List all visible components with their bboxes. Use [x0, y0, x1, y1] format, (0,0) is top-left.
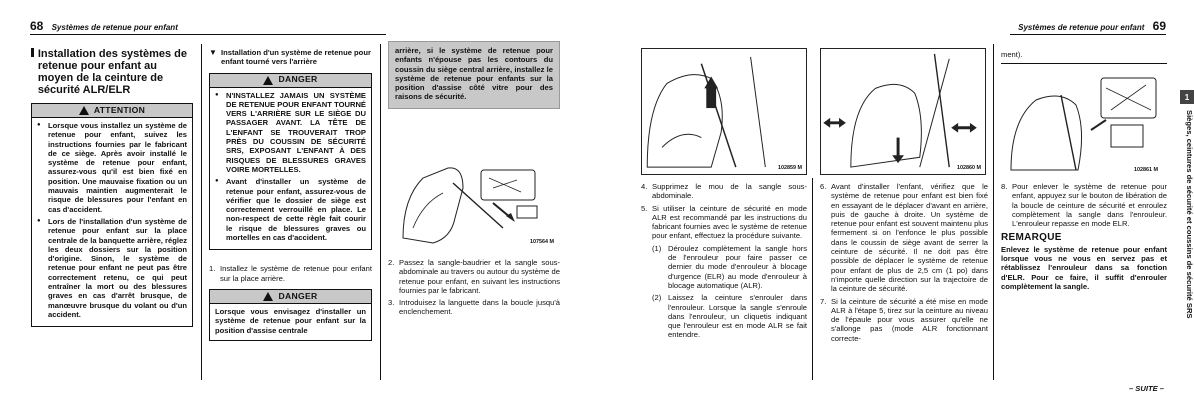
attention-list: [32, 118, 192, 326]
step-number: 7.: [820, 296, 827, 306]
step-number: 5.: [641, 203, 648, 213]
buckle-release-illustration: [1006, 70, 1162, 176]
section-square-icon: [31, 48, 34, 57]
substep-number: (2): [652, 293, 662, 303]
attention-header: [32, 104, 192, 118]
substep-item: [641, 244, 807, 290]
left-header-title: Systèmes de retenue pour enfant: [51, 23, 178, 32]
attention-item: ● Lorsque vous installez un système de retenue pour enfant, suivez les instructions fournies par le fabricant de ce siège. Après avoir installé le système de retenue pour enfant, assurez-vous qu'il est bien fixé en position. Une mauvaise fixation ou un mauvais maintien augmenterait le risque de blessures pour l'enfant en cas d'accident.: [37, 121, 187, 214]
step-item: [820, 182, 988, 294]
attention-item: ● Lors de l'installation d'un système de retenue pour enfant sur la place centrale de la banquette arrière, réglez les deux dossiers sur la position d'origine. Sinon, le système de retenue pour enfant ne peut pas être correctement retenu, ce qui peut entraîner la mort ou des blessures graves en cas d'arrêt brusque, de manœuvre brusque du volant ou d'un accident.: [37, 217, 187, 319]
step-1-text: Installez le système de retenue pour enfant sur la place arrière.: [220, 264, 372, 283]
step-item: [1001, 182, 1167, 228]
column-divider: [812, 178, 813, 380]
substep-item: [641, 293, 807, 339]
figure-buckle-release: [1006, 70, 1162, 176]
step-text: Si utiliser la ceinture de sécurité en mode ALR est recommandé par les instructions du fabricant fournies avec le système de retenue pour enfant, effectuez la procédure suivante.: [652, 203, 807, 241]
column-divider: [201, 44, 202, 380]
column-divider: [380, 44, 381, 380]
section-title: Installation des systèmes de retenue pour enfant au moyen de la ceinture de sécurité ALR/ELR: [37, 48, 187, 96]
subsection-title: Installation d'un système de retenue pour enfant tourné vers l'arrière: [221, 48, 371, 67]
subsection-heading: [209, 48, 372, 67]
danger-list: [210, 88, 371, 250]
figure-belt-pull: [641, 48, 807, 175]
step-3-text: Introduisez la languette dans la boucle jusqu'à enclenchement.: [399, 298, 560, 317]
right-page-number: 69: [1152, 19, 1166, 33]
step-text: Pour enlever le système de retenue pour enfant, appuyez sur le bouton de libération de la boucle de ceinture de sécurité et enroulez complètement la sangle dans l'enrouleur. L'enrouleur repasse en mode ELR.: [1012, 182, 1167, 229]
step-text: Supprimez le mou de la sangle sous-abdominale.: [652, 182, 807, 201]
step-item: 3. Introduisez la languette dans la boucle jusqu'à enclenchement.: [388, 298, 560, 317]
figure-seat-push: [820, 48, 986, 175]
right-page: [600, 0, 1194, 400]
warning-triangle-icon: [263, 76, 273, 85]
figure-code: 107564 M: [530, 239, 554, 245]
warning-triangle-icon: [79, 106, 89, 115]
step-item: [641, 204, 807, 241]
danger-box: [209, 73, 372, 251]
section-heading: [31, 48, 193, 96]
figure-code: 102860 M: [957, 165, 981, 171]
belt-pull-illustration: [642, 49, 806, 174]
right-page-header: [1010, 19, 1166, 35]
right-column-1: [641, 182, 807, 343]
danger-2-header: [210, 290, 371, 304]
chapter-tab: 1: [1180, 90, 1194, 104]
danger-continuation-box: [388, 41, 560, 109]
right-header-title: Systèmes de retenue pour enfant: [1018, 23, 1145, 32]
step-item: 1. Installez le système de retenue pour enfant sur la place arrière.: [209, 264, 372, 283]
step-list-1: [209, 264, 372, 283]
right-column-2: [820, 182, 988, 346]
steps-6-7: [820, 182, 988, 343]
remark-text: Enlevez le système de retenue pour enfant lorsque vous ne vous en servez pas et rétablissez l'enrouleur dans sa fonction d'ELR. Pour ce faire, il suffit d'enrouler complètement la sangle.: [1001, 244, 1167, 291]
danger-label: DANGER: [278, 74, 318, 85]
right-column-3-top: [1001, 50, 1167, 59]
column-divider: [993, 44, 994, 380]
danger-2-label: DANGER: [278, 290, 318, 301]
step-item: [820, 297, 988, 343]
step-number: 6.: [820, 182, 827, 191]
danger-2-text: Lorsque vous envisagez d'installer un système de retenue pour enfant sur la position d'assise centrale: [215, 306, 366, 335]
step-number: 8.: [1001, 182, 1008, 191]
left-column-3: [388, 41, 560, 109]
step-8-list: [1001, 182, 1167, 228]
substep-text: Déroulez complètement la sangle hors de l'enrouleur pour faire passer ce dernier du mode d'enrouleur à blocage d'urgence (ELR) au mode d'enrouleur à blocage automatique (ALR).: [668, 243, 807, 290]
seat-buckle-illustration: [393, 158, 558, 248]
down-triangle-icon: ▼: [209, 48, 217, 57]
step-2-text: Passez la sangle-baudrier et la sangle sous-abdominale au travers ou autour du système de retenue pour enfant, en suivant les instructions fournies par le fabricant.: [399, 258, 560, 295]
danger-box-2: [209, 289, 372, 341]
danger-continuation-text: arrière, si le système de retenue pour enfants n'épouse pas les contours du coussin du siège central arrière, installez le système de retenue pour enfants sur la position d'assise côté vitre pour des raisons de sécurité.: [395, 46, 553, 102]
left-column-2: [209, 48, 372, 341]
step-text: Avant d'installer l'enfant, vérifiez que le système de retenue pour enfant est bien fixé en essayant de le déplacer d'avant en arrière, puis de gauche à droite. Un système de retenue pour enfant est souvent maintenu plus fermement si on l'enfonce le plus possible dans le coussin de siège avant de serrer la ceinture de sécurité. Il ne doit pas être possible de déplacer le système de retenue pour enfant de plus de 2,5 cm (1 po) dans n'importe quelle direction sur la trajectoire de la ceinture de sécurité.: [831, 182, 988, 294]
danger-item: ● Avant d'installer un système de retenue pour enfant, assurez-vous de vérifier que le dossier de siège est correctement verrouillé en place. Le non-respect de cette règle fait courir le risque de blessures graves ou mortelles en cas d'accident.: [215, 177, 366, 242]
figure-code: 102859 M: [778, 165, 802, 171]
step-list-2: [388, 258, 560, 317]
step-item: 2. Passez la sangle-baudrier et la sangle sous-abdominale au travers ou autour du système de retenue pour enfant, en suivant les instructions fournies par le fabricant.: [388, 258, 560, 295]
danger-header: [210, 74, 371, 88]
left-column-1: [31, 48, 193, 327]
substep-text: Laissez la ceinture s'enrouler dans l'enrouleur. Lorsque la sangle s'enroule dans l'enrouleur, un cliquetis indiquant que l'enrouleur est en mode ALR se fait entendre.: [668, 293, 807, 340]
continued-label: – SUITE –: [1128, 384, 1164, 393]
substep-number: (1): [652, 243, 662, 253]
seat-push-illustration: [821, 49, 985, 174]
figure-seat-buckle: [393, 158, 558, 248]
steps-4-5: [641, 182, 807, 340]
attention-box: [31, 103, 193, 327]
attention-label: ATTENTION: [93, 104, 146, 115]
continuation-text: ment).: [1001, 50, 1023, 59]
warning-triangle-icon: [263, 292, 273, 301]
figure-code: 102861 M: [1134, 167, 1158, 173]
left-column-3-steps: [388, 258, 560, 320]
danger-item: ● N'INSTALLEZ JAMAIS UN SYSTÈME DE RETENUE POUR ENFANT TOURNÉ VERS L'ARRIÈRE SUR LE SIÈGE DU PASSAGER AVANT. LA TÊTE DE L'ENFANT SE TROUVERAIT TROP PRÈS DU COUSSIN DE SÉCURITÉ SRS, EXPOSANT L'ENFANT À DES RISQUES DE BLESSURES GRAVES VOIRE MORTELLES.: [215, 91, 366, 175]
right-column-3: [1001, 182, 1167, 291]
step-number: 4.: [641, 182, 648, 191]
left-page-header: [30, 19, 386, 35]
step-item: [641, 182, 807, 201]
chapter-side-title: Sièges, ceintures de sécurité et coussins de sécurité SRS: [1185, 110, 1194, 319]
step-text: Si la ceinture de sécurité a été mise en mode ALR à l'étape 5, tirez sur la ceinture au niveau de l'épaule pour vous assurer qu'elle ne s'allonge pas (mode ALR fonctionnant correcte-: [831, 296, 988, 343]
remark-title: REMARQUE: [1001, 232, 1062, 244]
divider: [1001, 63, 1167, 64]
left-page-number: 68: [30, 19, 44, 33]
